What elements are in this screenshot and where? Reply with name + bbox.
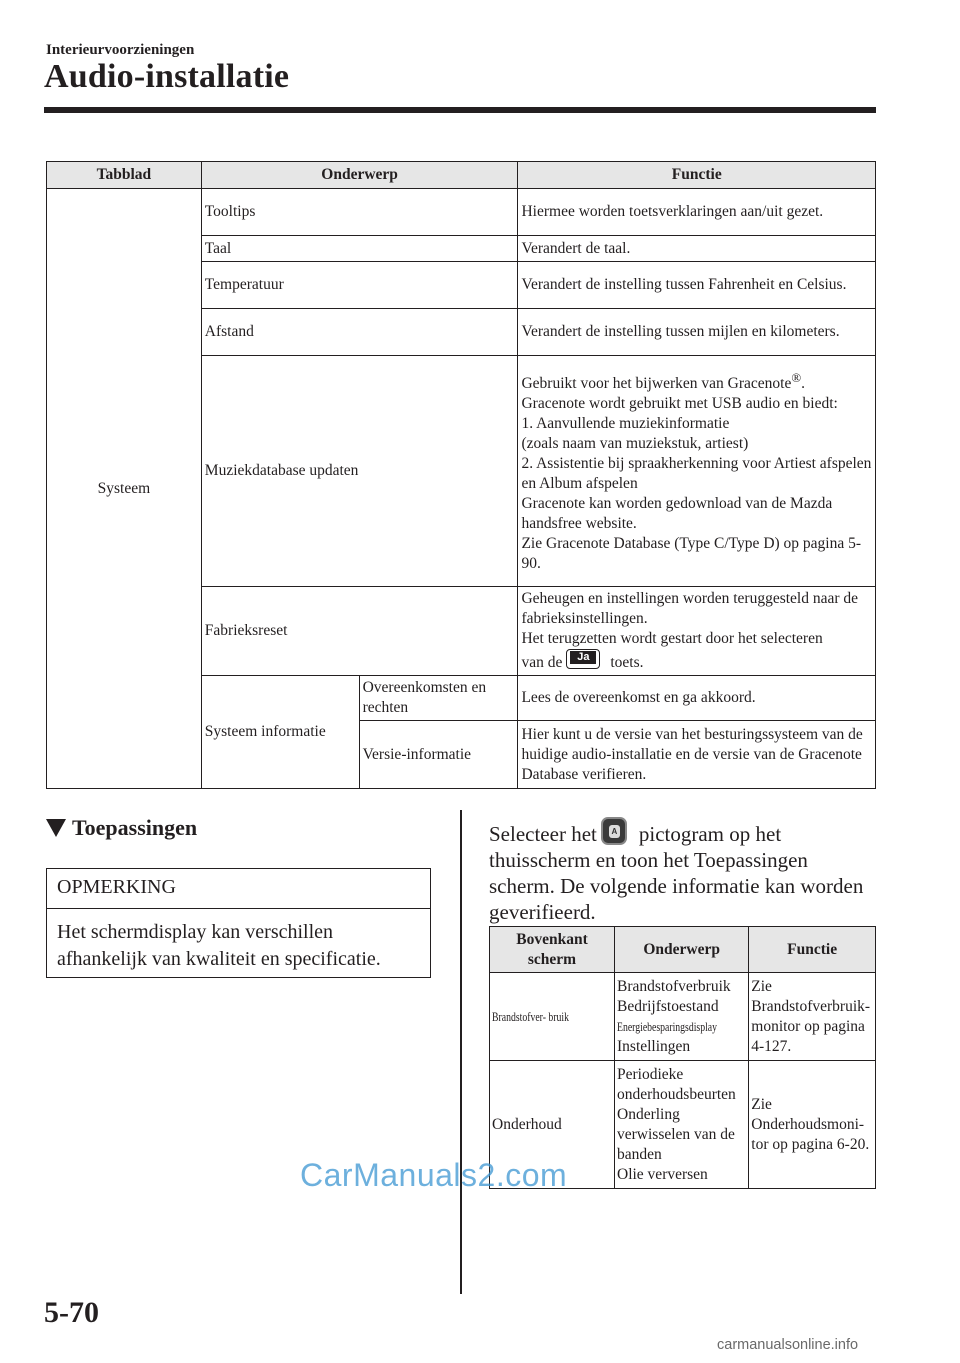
topic-cell [615,973,749,1061]
function-cell: Verandert de instelling tussen mijlen en kilometers. [518,309,876,356]
section-heading-toepassingen: Toepassingen [46,815,197,841]
function-line: Zie Gracenote Database (Type C/Type D) op pagina 5-90. [521,535,862,573]
watermark: CarManuals2.com [300,1157,568,1193]
table-row [490,973,876,1061]
topic-cell: Systeem informatie [201,676,359,789]
header-bovenkant: Bovenkant scherm [490,927,615,973]
function-line: Geheugen en instellingen worden teruggesteld naar de fabrieksinstellingen. [521,590,859,627]
list-item: Energiebesparingsdisplay [617,1019,718,1034]
function-cell: Verandert de instelling tussen Fahrenheit en Celsius. [518,262,876,309]
function-cell: Verandert de taal. [518,236,876,262]
function-line: Gracenote kan worden gedownload van de Mazda handsfree website. [521,495,833,533]
topic-cell: Muziekdatabase updaten [201,356,518,587]
list-item: Periodieke onderhoudsbeurten [617,1065,736,1103]
function-line: (zoals naam van muziekstuk, artiest) [521,435,749,453]
list-item: Olie verversen [617,1165,708,1183]
section-label: Interieurvoorzieningen [46,42,195,58]
subtopic-cell: Versie-informatie [359,721,518,789]
ja-key-icon: Ja [566,649,600,669]
note-title: OPMERKING [47,869,430,909]
header-functie: Functie [518,162,876,189]
function-line: van de Ja toets. [521,651,644,671]
footer-url: carmanualsonline.info [717,1337,859,1353]
list-item: Brandstofverbruik [617,977,731,995]
system-settings-table [46,161,876,789]
function-line: Het terugzetten wordt gestart door het selecteren [521,630,823,647]
header-functie: Functie [749,927,876,973]
topic-cell: Fabrieksreset [201,587,518,676]
gracenote-text: Gebruikt voor het bijwerken van Gracenote [521,375,792,393]
applications-icon: A [601,817,627,845]
top-screen-cell: Brandstofver- bruik [490,973,615,1061]
page-number: 5-70 [44,1296,99,1329]
triangle-bullet-icon [46,819,66,837]
topic-cell [615,1061,749,1189]
topic-cell: Tooltips [201,189,518,236]
list-item: Onderling verwisselen van de banden [617,1105,735,1163]
header-tabblad: Tabblad [47,162,202,189]
function-cell: Hier kunt u de versie van het besturingssysteem van de huidige audio-installatie en de versie van de Gracenote Database verifieren. [518,721,876,789]
function-cell: Lees de overeenkomst en ga akkoord. [518,676,876,721]
top-screen-cell: Onderhoud [490,1061,615,1189]
function-cell: Zie Brandstofverbruik-monitor op pagina 4-127. [749,973,876,1061]
column-divider [460,810,462,1294]
table-header-row [47,162,876,189]
function-line: Gracenote wordt gebruikt met USB audio en biedt: [521,395,838,413]
tab-systeem-cell: Systeem [47,189,202,789]
header-onderwerp: Onderwerp [201,162,518,189]
function-line: 2. Assistentie bij spraakherkenning voor Artiest afspelen en Album afspelen [521,455,872,493]
title-rule [44,107,876,113]
applications-table [489,926,876,1189]
period: . [801,375,806,393]
intro-paragraph: Selecteer het A pictogram op het thuisscherm en toon het Toepassingen scherm. De volgende informatie kan worden geverifieerd. [489,817,879,925]
note-text: Het schermdisplay kan verschillen afhankelijk van kwaliteit en specificatie. [57,921,381,970]
page-title: Audio-installatie [44,58,290,95]
function-line: 1. Aanvullende muziekinformatie [521,415,730,433]
note-box [46,868,431,978]
table-row [47,189,876,236]
list-item: Bedrijfstoestand [617,997,719,1015]
subtopic-cell: Overeenkomsten en rechten [359,676,518,721]
function-cell: Hiermee worden toetsverklaringen aan/uit gezet. [518,189,876,236]
header-onderwerp: Onderwerp [615,927,749,973]
function-cell: Zie Onderhoudsmoni-tor op pagina 6-20. [749,1061,876,1189]
function-cell [518,587,876,676]
registered-mark: ® [791,369,802,385]
function-cell [518,356,876,587]
list-item: Instellingen [617,1037,691,1055]
topic-cell: Afstand [201,309,518,356]
topic-cell: Temperatuur [201,262,518,309]
table-header-row [490,927,876,973]
topic-cell: Taal [201,236,518,262]
